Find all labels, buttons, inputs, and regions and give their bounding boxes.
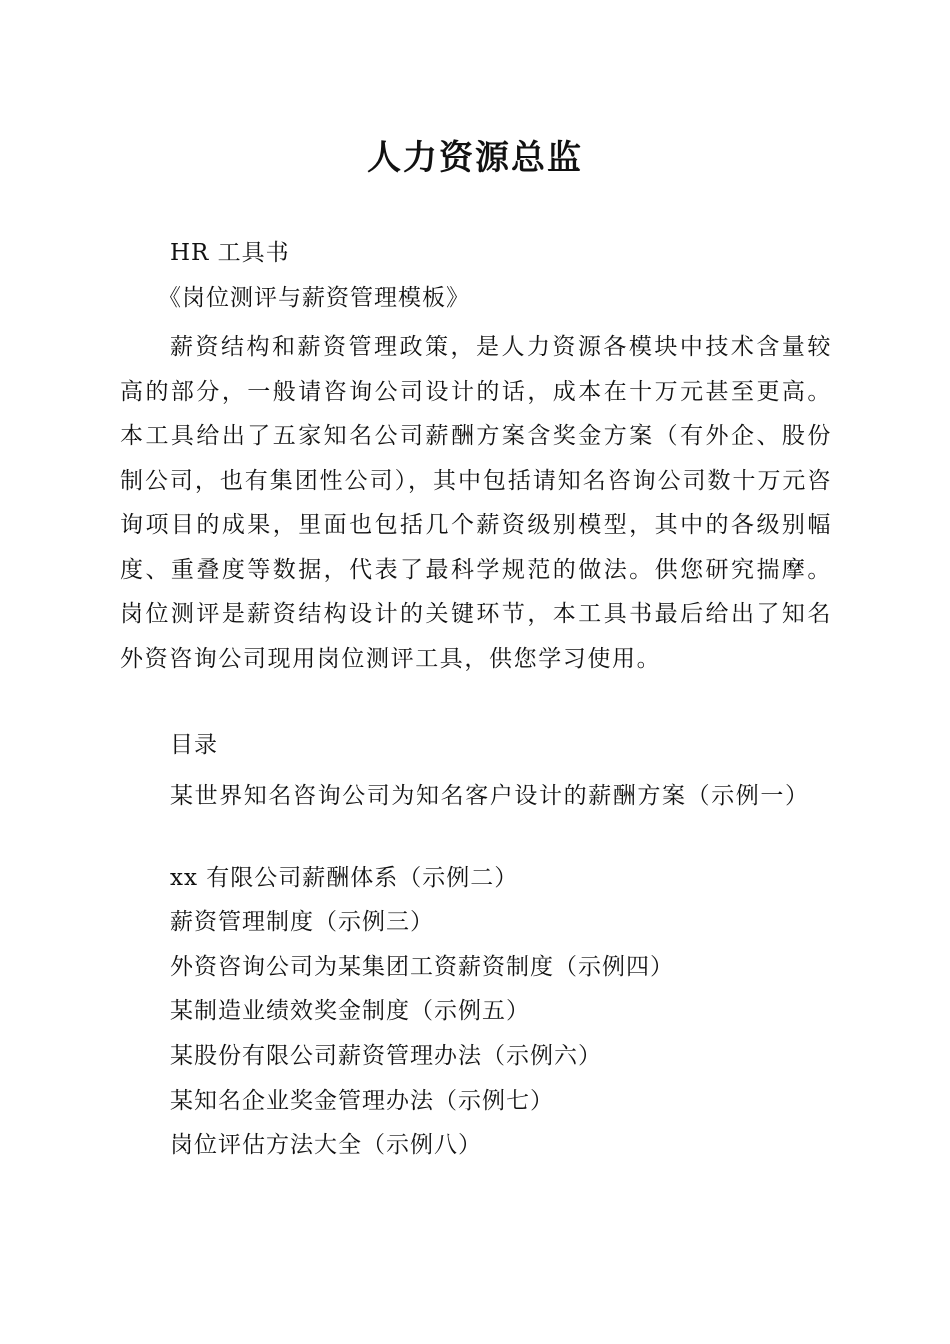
document-title: 人力资源总监: [367, 138, 583, 178]
book-name: 《岗位测评与薪资管理模板》: [158, 285, 470, 311]
toc-item: xx 有限公司薪酬体系（示例二）: [170, 865, 519, 891]
toc-item: 岗位评估方法大全（示例八）: [170, 1132, 482, 1158]
toc-item: 外资咨询公司为某集团工资薪资制度（示例四）: [170, 954, 674, 980]
toc-item: 薪资管理制度（示例三）: [170, 909, 434, 935]
toc-item: 某知名企业奖金管理办法（示例七）: [170, 1088, 554, 1114]
toc-heading: 目录: [170, 732, 218, 758]
toc-item: 某世界知名咨询公司为知名客户设计的薪酬方案（示例一）: [170, 783, 810, 809]
intro-paragraph: 薪资结构和薪资管理政策，是人力资源各模块中技术含量较高的部分，一般请咨询公司设计的话，成本在十万元甚至更高。本工具给出了五家知名公司薪酬方案含奖金方案（有外企、股份制公司，也有集团性公司），其中包括请知名咨询公司数十万元咨询项目的成果，里面也包括几个薪资级别模型，其中的各级别幅度、重叠度等数据，代表了最科学规范的做法。供您研究揣摩。岗位测评是薪资结构设计的关键环节，本工具书最后给出了知名外资咨询公司现用岗位测评工具，供您学习使用。: [120, 334, 832, 672]
toc-item: 某股份有限公司薪资管理办法（示例六）: [170, 1043, 602, 1069]
subtitle: HR 工具书: [170, 240, 290, 266]
toc-item: 某制造业绩效奖金制度（示例五）: [170, 998, 530, 1024]
